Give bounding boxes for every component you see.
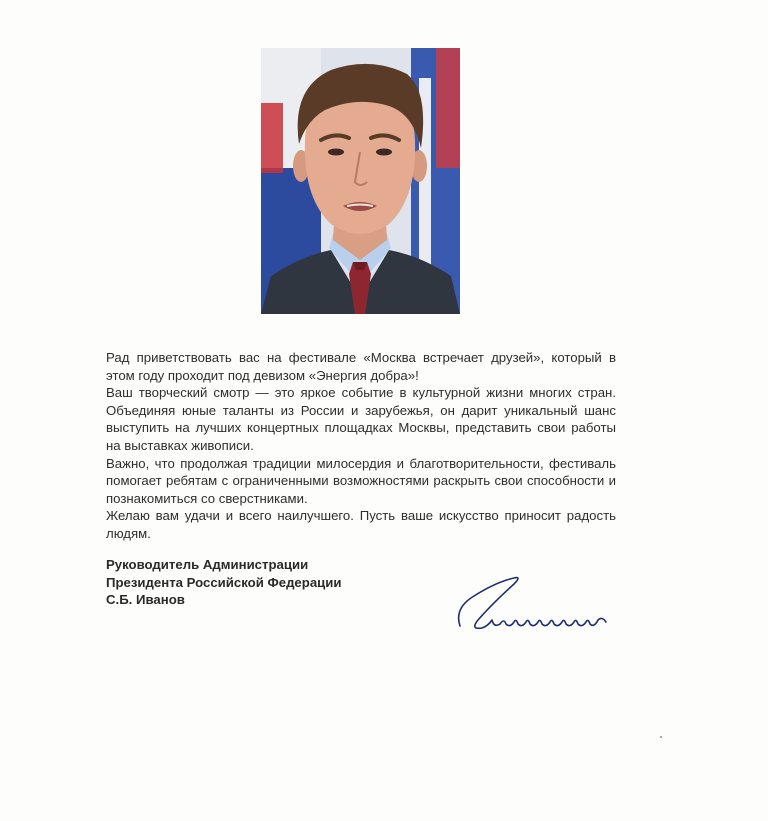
handwritten-signature: [452, 568, 612, 638]
letter-paragraph: Рад приветствовать вас на фестивале «Москва встречает друзей», который в этом году проходит под девизом «Энергия добра»!: [106, 350, 616, 383]
signatory-block: [106, 556, 436, 609]
signatory-title-line2: Президента Российской Федерации: [106, 574, 342, 590]
signatory-title-line1: Руководитель Администрации: [106, 557, 309, 572]
paper-speck: [660, 736, 662, 738]
letter-body: [106, 349, 616, 543]
letter-paragraph: Важно, что продолжая традиции милосердия и благотворительности, фестиваль помогает ребятам с ограниченными возможностями раскрыть свои способности и познакомиться со сверстниками.: [106, 455, 616, 506]
portrait-photo: [261, 48, 460, 314]
portrait-illustration: [261, 48, 460, 314]
signatory-name: С.Б. Иванов: [106, 592, 185, 608]
letter-paragraph: Желаю вам удачи и всего наилучшего. Пусть ваше искусство приносит радость людям.: [106, 508, 616, 541]
letter-paragraph: Ваш творческий смотр — это яркое событие в культурной жизни многих стран. Объединяя юные таланты из России и зарубежья, он дарит уникальный шанс выступить на лучших концертных площадках Москвы, представить свои работы на выставках живописи.: [106, 385, 616, 453]
